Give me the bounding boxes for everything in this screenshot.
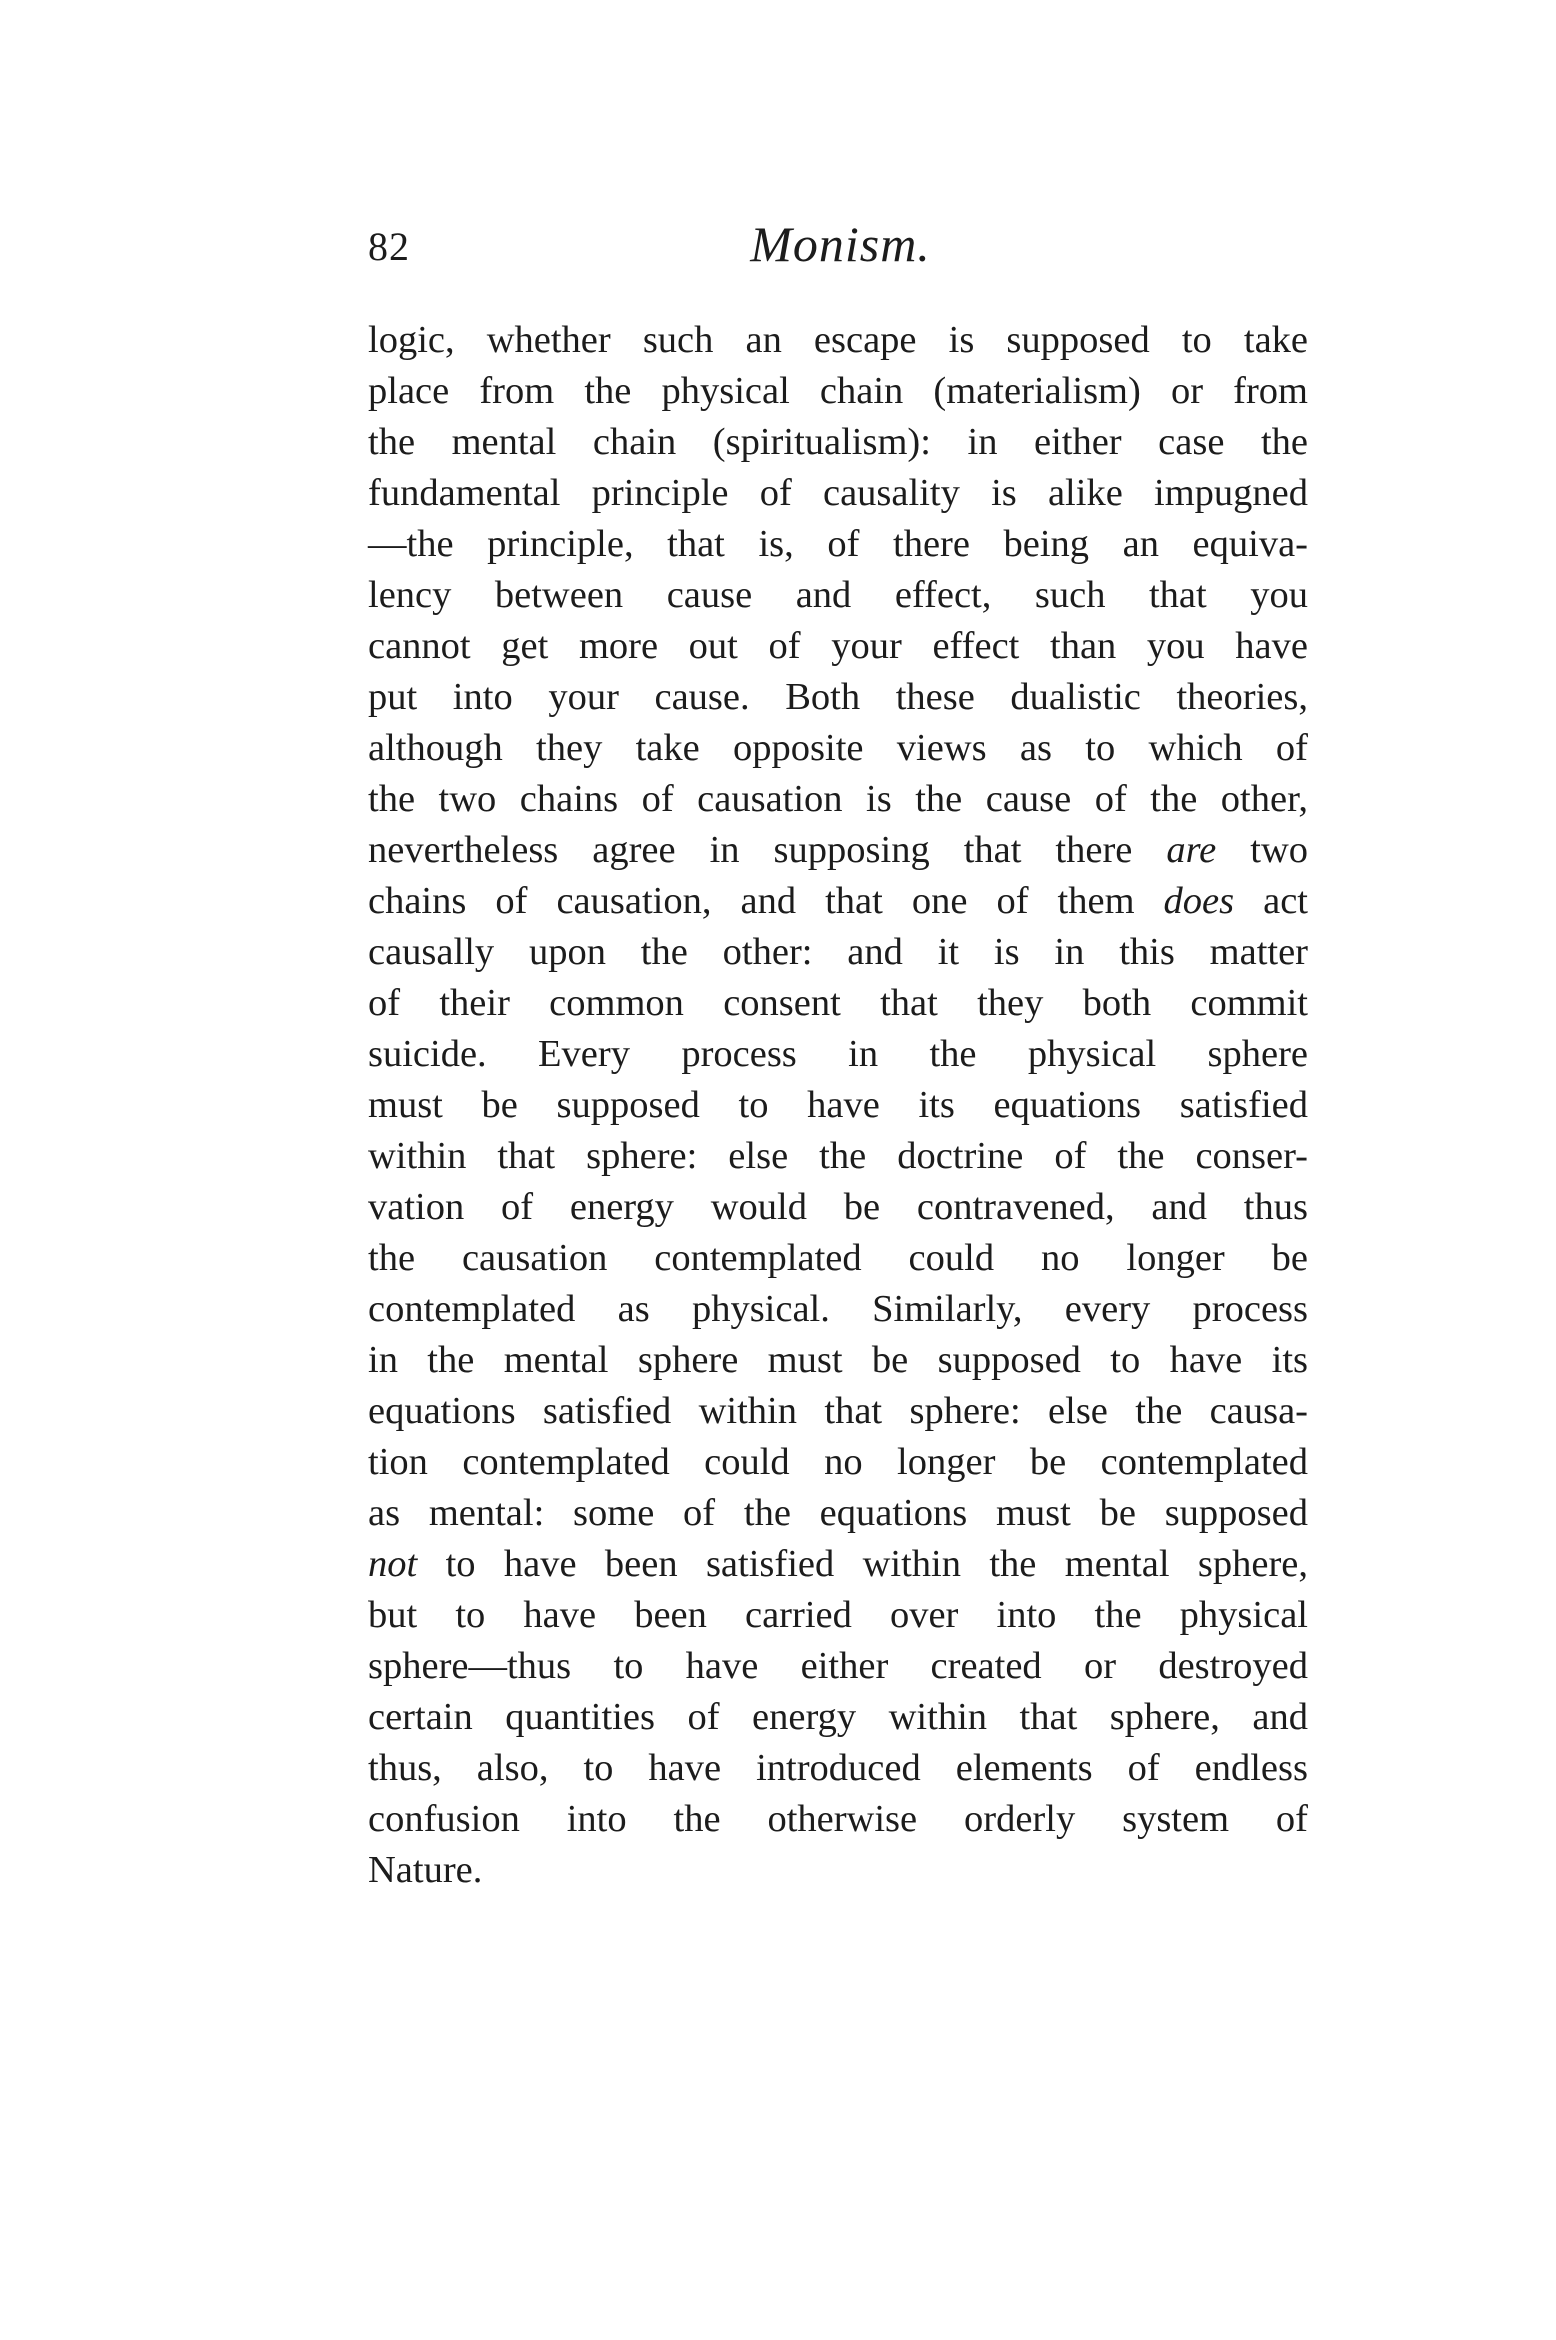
text-line: the mental chain (spiritualism): in either case the <box>368 421 1308 463</box>
text-run: act <box>1234 880 1308 922</box>
running-title: Monism. <box>750 216 931 272</box>
text-line: the causation contemplated could no longer be <box>368 1237 1308 1279</box>
text-run: two <box>1216 829 1309 871</box>
text-line: put into your cause. Both these dualistic theories, <box>368 676 1308 718</box>
text-line: certain quantities of energy within that sphere, and <box>368 1696 1308 1738</box>
text-line: fundamental principle of causality is alike impugned <box>368 472 1308 514</box>
text-line: logic, whether such an escape is supposed to take <box>368 319 1308 361</box>
text-line <box>368 825 1308 876</box>
text-line: sphere—thus to have either created or destroyed <box>368 1645 1308 1687</box>
text-line: thus, also, to have introduced elements of endless <box>368 1747 1308 1789</box>
text-line: causally upon the other: and it is in this matter <box>368 931 1308 973</box>
text-line <box>368 1539 1308 1590</box>
text-line: cannot get more out of your effect than you have <box>368 625 1308 667</box>
text-line: —the principle, that is, of there being an equiva- <box>368 523 1308 565</box>
text-line: confusion into the otherwise orderly system of <box>368 1798 1308 1840</box>
text-line: the two chains of causation is the cause of the other, <box>368 778 1308 820</box>
text-line: as mental: some of the equations must be supposed <box>368 1492 1308 1534</box>
text-run: nevertheless agree in supposing that there <box>368 829 1167 871</box>
text-line: contemplated as physical. Similarly, every process <box>368 1288 1308 1330</box>
text-line: tion contemplated could no longer be contemplated <box>368 1441 1308 1483</box>
text-line: lency between cause and effect, such that you <box>368 574 1308 616</box>
text-line <box>368 876 1308 927</box>
running-head <box>368 215 1313 285</box>
text-line: but to have been carried over into the physical <box>368 1594 1308 1636</box>
page-number: 82 <box>368 224 410 269</box>
text-line: although they take opposite views as to which of <box>368 727 1308 769</box>
text-line: of their common consent that they both commit <box>368 982 1308 1024</box>
text-line: within that sphere: else the doctrine of the conser- <box>368 1135 1308 1177</box>
text-line: equations satisfied within that sphere: else the causa- <box>368 1390 1308 1432</box>
italic-emphasis: not <box>368 1543 418 1585</box>
text-line: vation of energy would be contravened, and thus <box>368 1186 1308 1228</box>
text-line: suicide. Every process in the physical sphere <box>368 1033 1308 1075</box>
text-run: to have been satisfied within the mental sphere, <box>417 1543 1308 1585</box>
text-run: chains of causation, and that one of them <box>368 880 1164 922</box>
text-line: must be supposed to have its equations satisfied <box>368 1084 1308 1126</box>
text-line: place from the physical chain (materialism) or from <box>368 370 1308 412</box>
italic-emphasis: does <box>1163 880 1235 922</box>
text-line: Nature. <box>368 1849 483 1891</box>
body-text <box>368 315 1308 1896</box>
text-line: in the mental sphere must be supposed to have its <box>368 1339 1308 1381</box>
italic-emphasis: are <box>1166 829 1217 871</box>
